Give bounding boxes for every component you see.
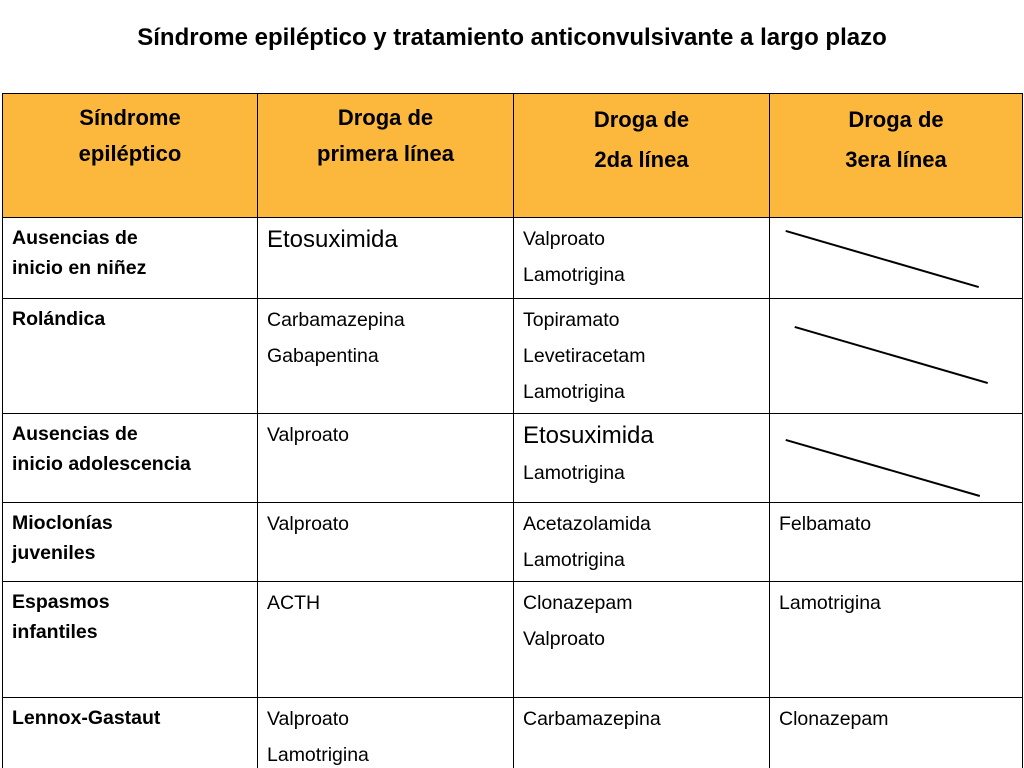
- syndrome-text: infantiles: [12, 621, 98, 643]
- third-line-cell: [770, 698, 1023, 768]
- header-syndrome-line: epiléptico: [78, 141, 182, 166]
- first-line-cell: [258, 218, 514, 299]
- syndrome-cell: [3, 503, 258, 582]
- drug-text: Etosuximida: [523, 422, 654, 449]
- table-row: [3, 414, 1023, 503]
- table-row: [3, 698, 1023, 768]
- syndrome-cell: [3, 582, 258, 698]
- drug-text: Felbamato: [779, 513, 872, 535]
- syndrome-text: Rolándica: [12, 308, 106, 330]
- drug-text: Valproato: [267, 513, 350, 535]
- drug-text: Etosuximida: [267, 226, 398, 253]
- drug-text: Gabapentina: [267, 345, 379, 367]
- header-second-line-text: Droga de: [593, 107, 690, 132]
- header-third-line: [770, 94, 1023, 218]
- drug-text: Lamotrigina: [523, 549, 625, 571]
- header-syndrome-line: Síndrome: [79, 105, 181, 130]
- drug-text: Lamotrigina: [523, 264, 625, 286]
- page-title: Síndrome epiléptico y tratamiento anticonvulsivante a largo plazo: [137, 24, 887, 51]
- header-third-line-text: 3era línea: [845, 147, 947, 172]
- second-line-cell: [514, 218, 770, 299]
- table-row: [3, 582, 1023, 698]
- first-line-cell: [258, 503, 514, 582]
- drug-text: Valproato: [523, 228, 606, 250]
- first-line-cell: [258, 299, 514, 414]
- second-line-cell: [514, 582, 770, 698]
- syndrome-cell: [3, 698, 258, 768]
- second-line-cell: [514, 503, 770, 582]
- header-first-line-text: primera línea: [317, 141, 454, 166]
- drug-text: Acetazolamida: [523, 513, 651, 535]
- first-line-cell: [258, 414, 514, 503]
- drug-text: Lamotrigina: [523, 462, 625, 484]
- header-third-line-text: Droga de: [848, 107, 944, 132]
- drug-text: Carbamazepina: [523, 708, 661, 730]
- syndrome-text: inicio adolescencia: [12, 453, 191, 475]
- table-row: [3, 218, 1023, 299]
- syndrome-text: inicio en niñez: [12, 257, 147, 279]
- drug-text: ACTH: [267, 592, 321, 614]
- treatment-table: [2, 93, 1023, 768]
- syndrome-cell: [3, 218, 258, 299]
- syndrome-text: Espasmos: [12, 591, 110, 613]
- drug-text: Clonazepam: [523, 592, 633, 614]
- syndrome-text: Lennox-Gastaut: [12, 707, 161, 729]
- syndrome-text: Ausencias de: [12, 227, 138, 249]
- syndrome-text: Mioclonías: [12, 512, 113, 534]
- syndrome-text: Ausencias de: [12, 423, 138, 445]
- drug-text: Clonazepam: [779, 708, 889, 730]
- first-line-cell: [258, 698, 514, 768]
- table-row: [3, 299, 1023, 414]
- drug-text: Valproato: [267, 708, 350, 730]
- first-line-cell: [258, 582, 514, 698]
- table-row: [3, 503, 1023, 582]
- header-row: [3, 94, 1023, 218]
- third-line-cell-empty: [770, 218, 1023, 299]
- drug-text: Levetiracetam: [523, 345, 646, 367]
- third-line-cell: [770, 582, 1023, 698]
- header-syndrome: [3, 94, 258, 218]
- third-line-cell-empty: [770, 414, 1023, 503]
- drug-text: Topiramato: [523, 309, 620, 331]
- third-line-cell: [770, 503, 1023, 582]
- drug-text: Lamotrigina: [523, 381, 625, 403]
- drug-text: Lamotrigina: [779, 592, 881, 614]
- header-second-line-text: 2da línea: [594, 147, 689, 172]
- syndrome-cell: [3, 414, 258, 503]
- syndrome-text: juveniles: [12, 542, 96, 564]
- second-line-cell: [514, 414, 770, 503]
- second-line-cell: [514, 698, 770, 768]
- drug-text: Valproato: [523, 628, 606, 650]
- drug-text: Valproato: [267, 424, 350, 446]
- second-line-cell: [514, 299, 770, 414]
- header-first-line-text: Droga de: [337, 105, 434, 130]
- syndrome-cell: [3, 299, 258, 414]
- drug-text: Lamotrigina: [267, 744, 369, 766]
- header-second-line: [514, 94, 770, 218]
- drug-text: Carbamazepina: [267, 309, 405, 331]
- header-first-line: [258, 94, 514, 218]
